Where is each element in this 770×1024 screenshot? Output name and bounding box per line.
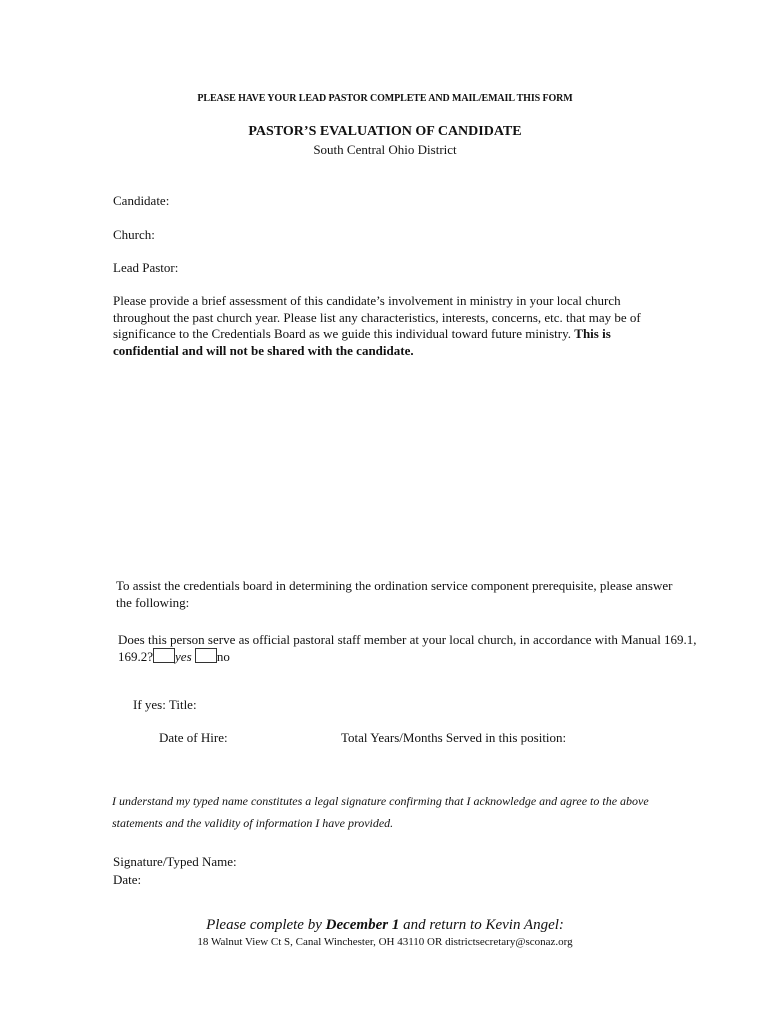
legal-statement: I understand my typed name constitutes a legal signature confirming that I acknowledge and agree to the above statements and the validity of information I have provided. xyxy=(112,794,649,830)
total-years-label: Total Years/Months Served in this position: xyxy=(341,730,567,745)
footer-lead: Please complete by xyxy=(206,917,326,933)
footer-deadline: December 1 xyxy=(325,917,400,933)
assessment-instructions xyxy=(113,293,653,359)
confidential-notice: This is confidential and will not be shared with the candidate. xyxy=(113,326,611,358)
footer-trail: and return to Kevin Angel: xyxy=(399,917,564,933)
if-yes-title-label: If yes: Title: xyxy=(133,697,197,712)
ordination-intro: To assist the credentials board in determining the ordination service component prerequisite, please answer the following: xyxy=(116,578,673,610)
yes-checkbox[interactable] xyxy=(153,648,175,663)
footer-address: 18 Walnut View Ct S, Canal Winchester, OH 43110 OR districtsecretary@sconaz.org xyxy=(197,936,573,948)
no-checkbox[interactable] xyxy=(195,648,217,663)
date-of-hire-label: Date of Hire: xyxy=(159,730,228,745)
staff-question xyxy=(118,631,698,665)
assessment-text: Please provide a brief assessment of this candidate’s involvement in ministry in your local church throughout the past church year. Please list any characteristics, interests, concerns, etc. that may be of significance to the Credentials Board as we guide this individual toward future ministry. xyxy=(113,293,641,341)
yes-label: yes xyxy=(175,649,192,664)
church-label: Church: xyxy=(113,227,155,242)
form-title: PASTOR’S EVALUATION OF CANDIDATE xyxy=(248,124,522,139)
top-notice: PLEASE HAVE YOUR LEAD PASTOR COMPLETE AND MAIL/EMAIL THIS FORM xyxy=(197,93,573,104)
footer-instructions xyxy=(0,917,770,934)
lead-pastor-label: Lead Pastor: xyxy=(113,260,179,275)
staff-question-text: Does this person serve as official pastoral staff member at your local church, in accordance with Manual 169.1, 169.2? xyxy=(118,632,697,664)
no-label: no xyxy=(216,649,230,664)
form-subtitle: South Central Ohio District xyxy=(313,142,457,157)
candidate-label: Candidate: xyxy=(113,193,170,208)
date-label: Date: xyxy=(113,872,142,887)
signature-label: Signature/Typed Name: xyxy=(113,854,237,869)
